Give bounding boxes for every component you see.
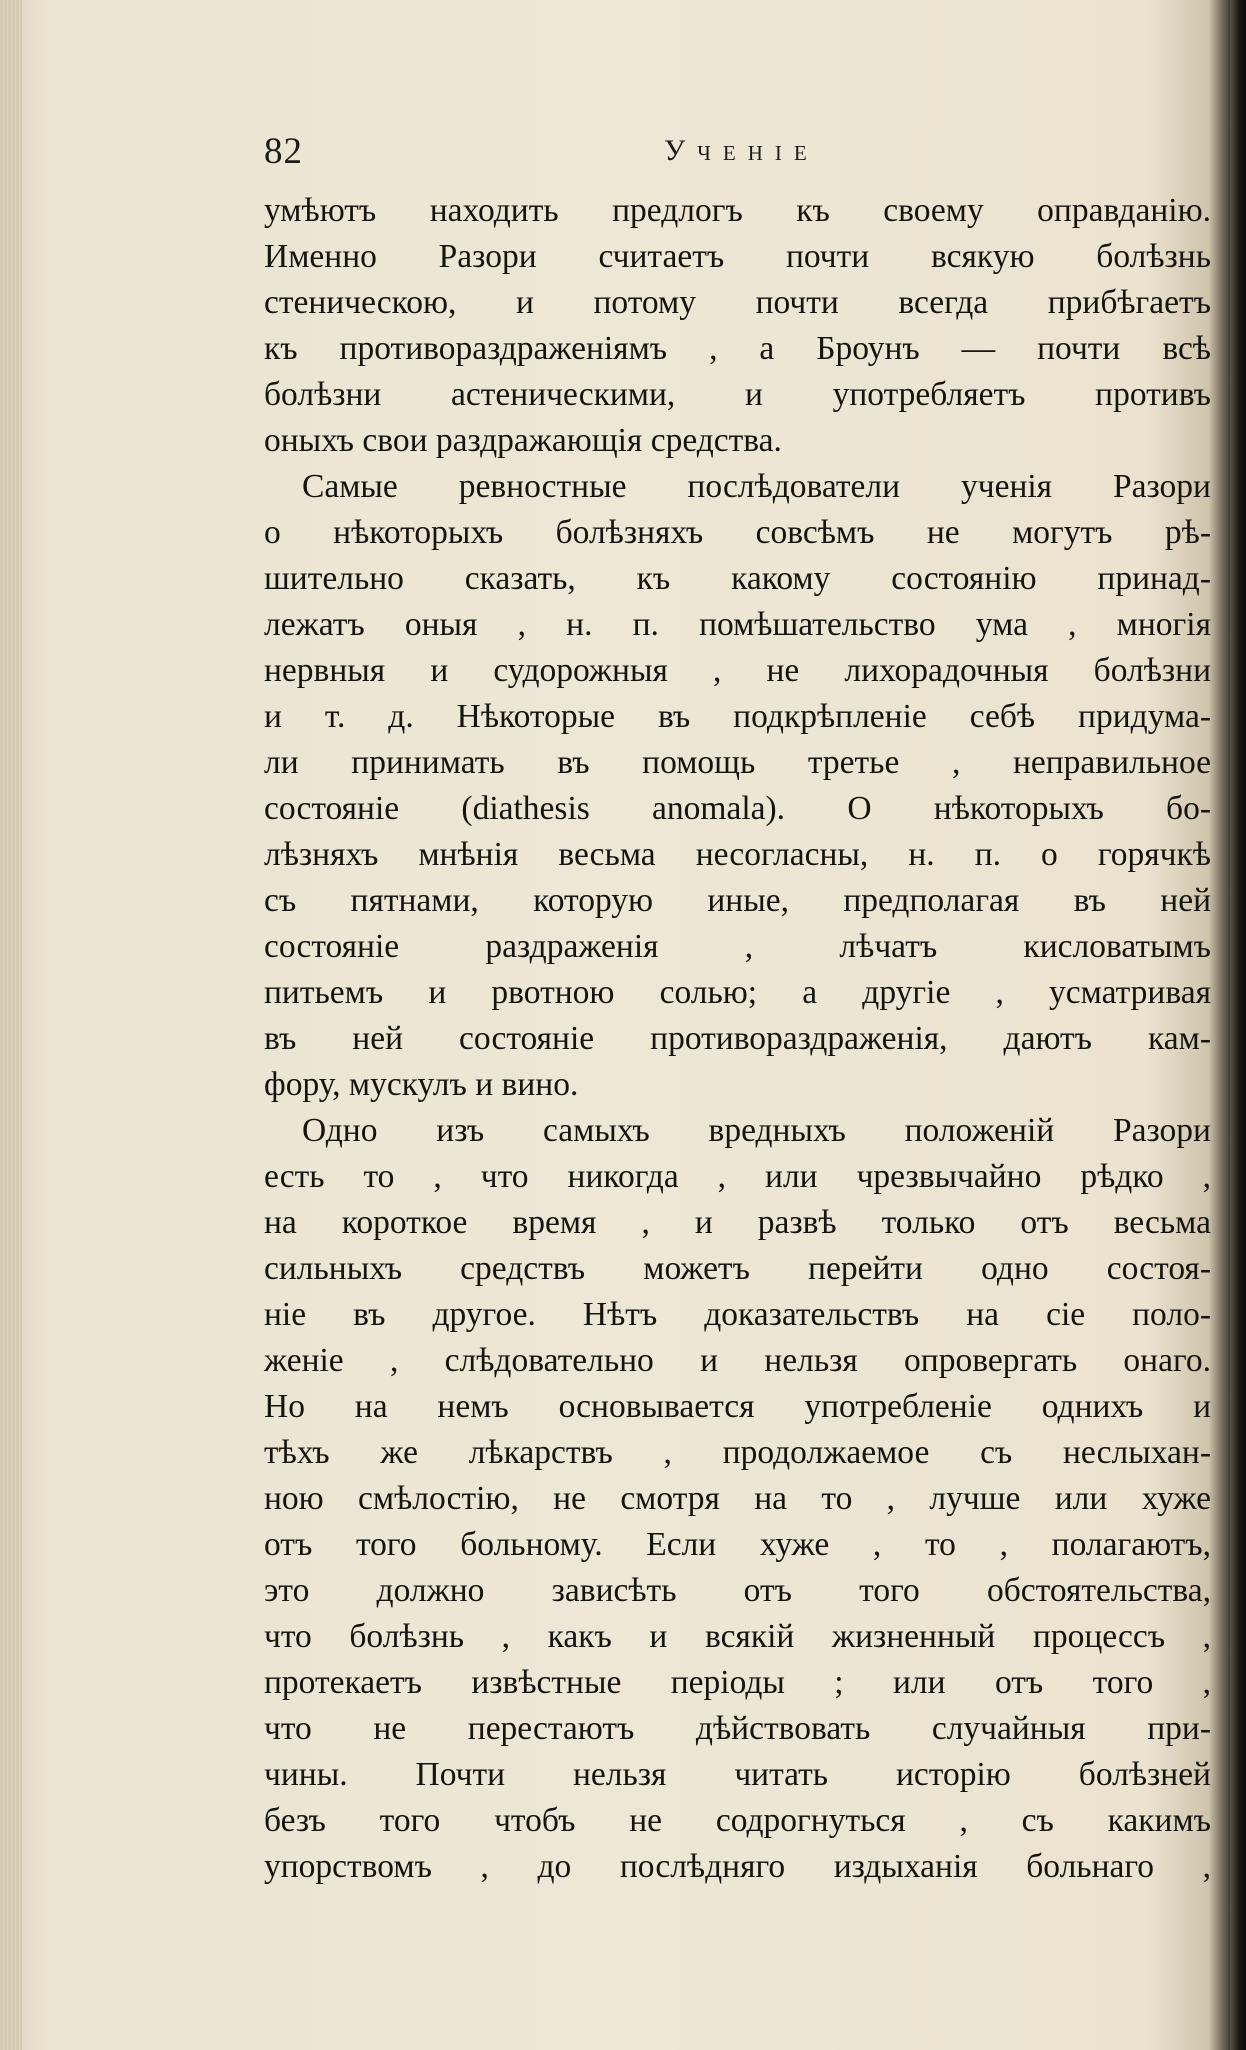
- text-line: что не перестаютъ дѣйствовать случайныя при-: [264, 1710, 1211, 1747]
- paragraph-1: [264, 188, 1211, 464]
- text-line: Но на немъ основывается употребленіе однихъ и: [264, 1388, 1211, 1425]
- text-line: Именно Разори считаетъ почти всякую болѣзнь: [264, 238, 1211, 275]
- text-line: питьемъ и рвотною солью; а другіе , усматривая: [264, 974, 1211, 1011]
- text-line: болѣзни астеническими, и употребляетъ противъ: [264, 376, 1211, 413]
- text-line: въ ней состояніе противораздраженія, даютъ кам-: [264, 1020, 1211, 1057]
- text-line: фору, мускулъ и вино.: [264, 1066, 579, 1103]
- text-line: къ противораздраженіямъ , а Броунъ — почти всѣ: [264, 330, 1211, 367]
- text-line: на короткое время , и развѣ только отъ весьма: [264, 1204, 1211, 1241]
- paragraph-2: [264, 464, 1211, 1108]
- text-line: шительно сказать, къ какому состоянію принад-: [264, 560, 1211, 597]
- text-line: женіе , слѣдовательно и нельзя опровергать онаго.: [264, 1342, 1211, 1379]
- text-line: упорствомъ , до послѣдняго издыханія больнаго ,: [264, 1848, 1211, 1885]
- text-line: сильныхъ средствъ можетъ перейти одно состоя-: [264, 1250, 1211, 1287]
- body-text: [264, 188, 1211, 1890]
- text-line: съ пятнами, которую иные, предполагая въ ней: [264, 882, 1211, 919]
- paragraph-3: [264, 1108, 1211, 1890]
- text-line: ною смѣлостію, не смотря на то , лучше или хуже: [264, 1480, 1211, 1517]
- text-line: чины. Почти нельзя читать исторію болѣзней: [264, 1756, 1211, 1793]
- text-line: оныхъ свои раздражающія средства.: [264, 422, 782, 459]
- text-line: Одно изъ самыхъ вредныхъ положеній Разори: [302, 1112, 1211, 1149]
- text-line: Самые ревностные послѣдователи ученія Разори: [302, 468, 1211, 505]
- page-right-shadow: [1230, 0, 1246, 2050]
- text-line: безъ того чтобъ не содрогнуться , съ какимъ: [264, 1802, 1211, 1839]
- text-line: состояніе (diathesis anomala). О нѣкоторыхъ бо-: [264, 790, 1211, 827]
- text-line: протекаетъ извѣстные періоды ; или отъ того ,: [264, 1664, 1211, 1701]
- running-title: Ученіе: [664, 134, 819, 167]
- text-line: отъ того больному. Если хуже , то , полагаютъ,: [264, 1526, 1211, 1563]
- text-line: умѣютъ находить предлогъ къ своему оправданію.: [264, 192, 1211, 229]
- text-line: и т. д. Нѣкоторые въ подкрѣпленіе себѣ придума-: [264, 698, 1211, 735]
- page-number: 82: [264, 131, 303, 172]
- text-line: стеническою, и потому почти всегда прибѣгаетъ: [264, 284, 1211, 321]
- text-line: о нѣкоторыхъ болѣзняхъ совсѣмъ не могутъ рѣ-: [264, 514, 1211, 551]
- text-line: это должно зависѣть отъ того обстоятельства,: [264, 1572, 1211, 1609]
- page-gutter-edge: [0, 0, 22, 2050]
- text-line: ли принимать въ помощь третье , неправильное: [264, 744, 1211, 781]
- text-line: лежатъ оныя , н. п. помѣшательство ума , многія: [264, 606, 1211, 643]
- text-line: что болѣзнь , какъ и всякій жизненный процессъ ,: [264, 1618, 1211, 1655]
- text-line: есть то , что никогда , или чрезвычайно рѣдко ,: [264, 1158, 1211, 1195]
- text-line: тѣхъ же лѣкарствъ , продолжаемое съ неслыхан-: [264, 1434, 1211, 1471]
- text-line: лѣзняхъ мнѣнія весьма несогласны, н. п. о горячкѣ: [264, 836, 1211, 873]
- page-header: [264, 130, 1214, 180]
- text-line: нервныя и судорожныя , не лихорадочныя болѣзни: [264, 652, 1211, 689]
- text-line: состояніе раздраженія , лѣчатъ кисловатымъ: [264, 928, 1211, 965]
- text-line: ніе въ другое. Нѣтъ доказательствъ на сіе поло-: [264, 1296, 1211, 1333]
